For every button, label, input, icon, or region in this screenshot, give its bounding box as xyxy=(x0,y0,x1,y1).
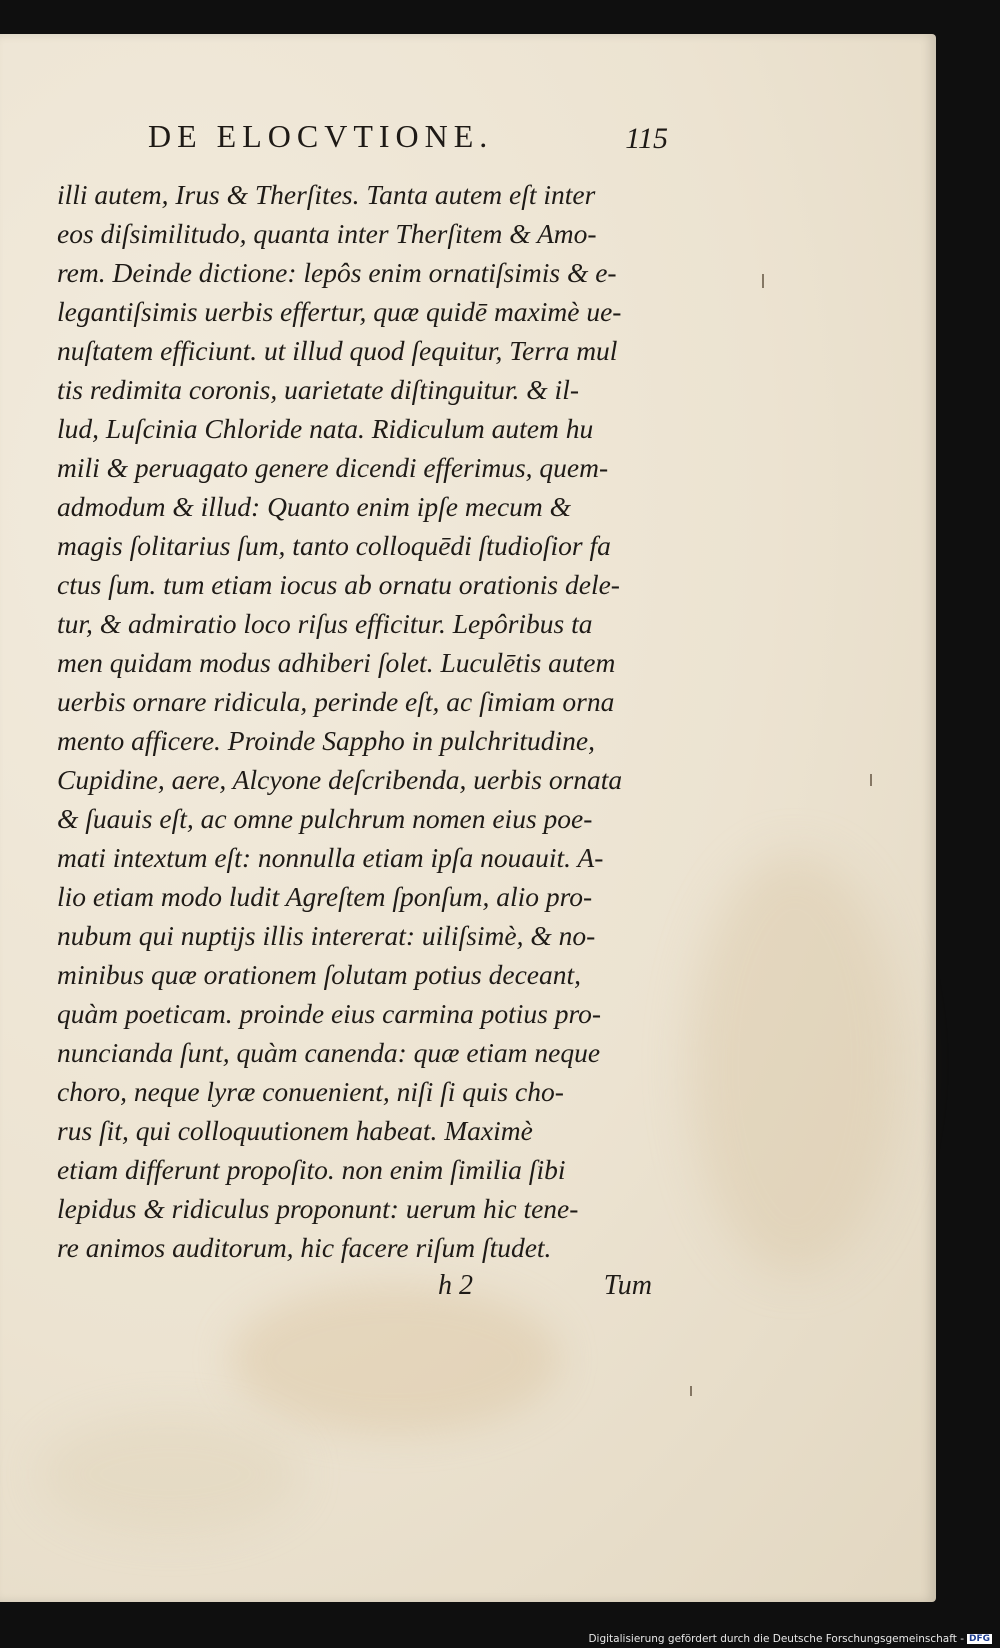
text-line: re animos auditorum, hic facere riſum ſtudet. xyxy=(57,1232,552,1263)
text-line: men quidam modus adhiberi ſolet. Luculētis autem xyxy=(57,647,616,678)
text-line: lepidus & ridiculus proponunt: uerum hic tene- xyxy=(57,1193,579,1224)
ink-speck xyxy=(870,774,872,786)
text-line: Cupidine, aere, Alcyone deſcribenda, uerbis ornata xyxy=(57,764,623,795)
text-line: legantiſsimis uerbis effertur, quæ quidē maximè ue- xyxy=(57,296,622,327)
text-line: ctus ſum. tum etiam iocus ab ornatu orationis dele- xyxy=(57,569,620,600)
text-line: uerbis ornare ridicula, perinde eſt, ac ſimiam orna xyxy=(57,686,615,717)
page-header xyxy=(148,118,668,168)
text-line: minibus quæ orationem ſolutam potius deceant, xyxy=(57,959,582,990)
text-line: quàm poeticam. proinde eius carmina potius pro- xyxy=(57,998,602,1029)
text-line: nuncianda ſunt, quàm canenda: quæ etiam neque xyxy=(57,1037,601,1068)
text-line: magis ſolitarius ſum, tanto colloquēdi ſtudioſior fa xyxy=(57,530,611,561)
dfg-logo: DFG xyxy=(968,1634,990,1644)
text-line: lud, Luſcinia Chloride nata. Ridiculum autem hu xyxy=(57,413,594,444)
page-number: 115 xyxy=(625,122,668,155)
text-line: choro, neque lyræ conuenient, niſi ſi quis cho- xyxy=(57,1076,564,1107)
text-line: nubum qui nuptijs illis intererat: uiliſsimè, & no- xyxy=(57,920,596,951)
text-line: etiam differunt propoſito. non enim ſimilia ſibi xyxy=(57,1154,566,1185)
catchword: Tum xyxy=(603,1270,652,1301)
page-footer-marks xyxy=(438,1270,660,1310)
text-block xyxy=(57,175,657,1267)
digitization-credit xyxy=(588,1633,992,1645)
ink-speck xyxy=(690,1386,692,1396)
text-line: mili & peruagato genere dicendi efferimus, quem- xyxy=(57,452,609,483)
text-line: tur, & admiratio loco riſus efficitur. Lepôribus ta xyxy=(57,608,593,639)
text-line: mati intextum eſt: nonnulla etiam ipſa nouauit. A- xyxy=(57,842,604,873)
text-line: tis redimita coronis, uarietate diſtinguitur. & il- xyxy=(57,374,579,405)
text-line: & ſuauis eſt, ac omne pulchrum nomen eius poe- xyxy=(57,803,593,834)
text-line: illi autem, Irus & Therſites. Tanta autem eſt inter xyxy=(57,179,596,210)
signature-mark: h 2 xyxy=(438,1270,473,1301)
ink-speck xyxy=(762,274,764,288)
text-line: rem. Deinde dictione: lepôs enim ornatiſsimis & e- xyxy=(57,257,617,288)
text-line: eos diſsimilitudo, quanta inter Therſitem & Amo- xyxy=(57,218,597,249)
text-line: nuſtatem efficiunt. ut illud quod ſequitur, Terra mul xyxy=(57,335,618,366)
paper-stain xyxy=(690,854,900,1274)
text-line: lio etiam modo ludit Agreſtem ſponſum, alio pro- xyxy=(57,881,593,912)
credit-text: Digitalisierung gefördert durch die Deutsche Forschungsgemeinschaft - xyxy=(588,1633,964,1645)
paper-stain xyxy=(40,1414,300,1534)
text-line: mento afficere. Proinde Sappho in pulchritudine, xyxy=(57,725,595,756)
running-head: DE ELOCVTIONE. xyxy=(148,118,494,154)
text-line: rus ſit, qui colloquutionem habeat. Maximè xyxy=(57,1115,533,1146)
text-line: admodum & illud: Quanto enim ipſe mecum & xyxy=(57,491,572,522)
